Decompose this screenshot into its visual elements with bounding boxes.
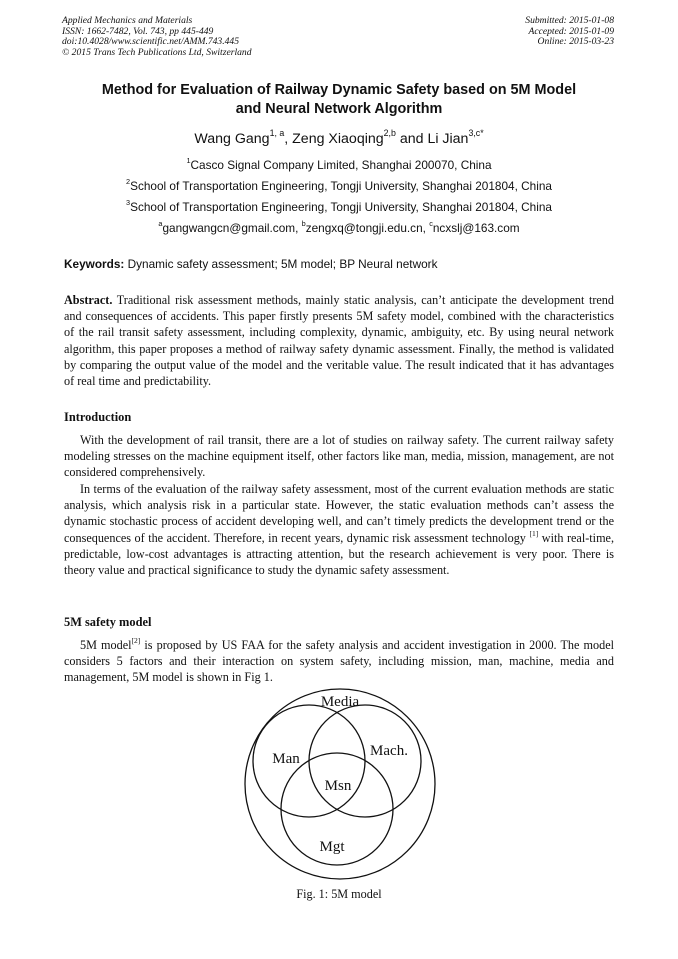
- affiliation-sup: 1: [186, 156, 191, 166]
- affiliation-sup: 2: [126, 177, 131, 187]
- journal-info: [62, 16, 252, 58]
- 5m-model-diagram: [225, 686, 455, 881]
- email-sup: c: [429, 219, 433, 229]
- abstract-text: Traditional risk assessment methods, mainly static analysis, can’t anticipate the development trend and consequences of accidents. This paper firstly presents 5M safety model, combined with the characteristics of the rail transit safety assessment, including complexity, dynamic, ambiguity, etc. By using neural network algorithm, this paper proposes a method of railway safety dynamic assessment. Finally, the method is validated by comparing the output value of the model and the veritable value. The result indicated that it has advantages of real time and predictability.: [64, 293, 614, 389]
- abstract: [64, 292, 614, 389]
- online-date: Online: 2015-03-23: [537, 36, 614, 48]
- affiliation-text: School of Transportation Engineering, Tongji University, Shanghai 201804, China: [130, 179, 552, 193]
- affiliation-text: School of Transportation Engineering, Tongji University, Shanghai 201804, China: [130, 200, 552, 214]
- intro-p2-text-b: with real-time, predictable, low-cost advantages is attracting attention, but the research achievement is very poor. There is theory value and practical significance to study the dynamic safety assessment.: [64, 530, 614, 578]
- citation-ref[interactable]: [2]: [131, 636, 141, 646]
- issn-line: ISSN: 1662-7482, Vol. 743, pp 445-449: [62, 25, 214, 37]
- man-label: Man: [272, 751, 300, 767]
- abstract-label: Abstract.: [64, 293, 113, 307]
- author-name: Li Jian: [427, 131, 469, 147]
- intro-paragraph-2: [64, 481, 614, 578]
- author-separator: and: [395, 131, 428, 147]
- machine-label: Mach.: [370, 743, 408, 759]
- doi-link[interactable]: doi:10.4028/www.scientific.net/AMM.743.445: [62, 36, 240, 48]
- affiliation-2: [0, 179, 678, 193]
- section-5m-paragraph: [64, 637, 614, 686]
- intro-p2-text-a: In terms of the evaluation of the railway safety assessment, most of the current evaluation methods are static analysis, which analysis risk in a particular state. However, the static evaluation methods can’t assess the dynamic stochastic process of accident developing well, and can’t timely predicts the development trend or the consequences of the accident. Therefore, in recent years, dynamic risk assessment technology: [64, 482, 614, 545]
- figure-caption: Fig. 1: 5M model: [296, 887, 382, 901]
- copyright-line: © 2015 Trans Tech Publications Ltd, Switzerland: [62, 46, 252, 58]
- paper-title: [40, 81, 638, 119]
- keywords-label: Keywords:: [64, 257, 125, 271]
- media-label: Media: [320, 694, 360, 710]
- keywords-text: Dynamic safety assessment; 5M model; BP Neural network: [124, 257, 438, 271]
- submission-dates: [525, 16, 614, 48]
- intro-paragraph-1: With the development of rail transit, there are a lot of studies on railway safety. The current railway safety modeling stresses on the machine equipment itself, other factors like man, media, mission, management, are not considered comprehensively.: [64, 433, 614, 480]
- citation-ref[interactable]: [1]: [529, 528, 539, 538]
- email-sup: b: [301, 219, 306, 229]
- affiliation-1: [0, 158, 678, 172]
- author-sup: 2,b: [383, 128, 396, 139]
- author-separator: ,: [284, 131, 293, 147]
- affiliation-sup: 3: [126, 198, 131, 208]
- email-link[interactable]: zengxq@tongji.edu.cn,: [305, 221, 430, 235]
- author-name: Zeng Xiaoqing: [292, 131, 384, 147]
- accepted-date: Accepted: 2015-01-09: [528, 25, 614, 37]
- email-sup: a: [158, 219, 163, 229]
- section-5m-text-a: 5M model: [80, 638, 132, 652]
- affiliation-3: [0, 200, 678, 214]
- email-link[interactable]: ncxslj@163.com: [432, 221, 520, 235]
- author-name: Wang Gang: [194, 131, 270, 147]
- keywords: [64, 257, 438, 271]
- affiliation-text: Casco Signal Company Limited, Shanghai 200070, China: [190, 158, 492, 172]
- title-line-1: Method for Evaluation of Railway Dynamic Safety based on 5M Model: [101, 82, 577, 98]
- journal-name: Applied Mechanics and Materials: [62, 15, 193, 26]
- title-line-2: and Neural Network Algorithm: [235, 101, 443, 117]
- section-5m-heading: 5M safety model: [64, 615, 152, 629]
- submitted-date: Submitted: 2015-01-08: [525, 15, 614, 26]
- section-5m-text-b: is proposed by US FAA for the safety analysis and accident investigation in 2000. The model considers 5 factors and their interaction on system safety, including mission, man, machine, media and management, 5M model is shown in Fig 1.: [64, 638, 614, 685]
- management-label: Mgt: [319, 839, 345, 855]
- email-link[interactable]: gangwangcn@gmail.com,: [162, 221, 302, 235]
- mission-label: Msn: [324, 778, 352, 794]
- author-sup: 1, a: [269, 128, 285, 139]
- introduction-heading: Introduction: [64, 410, 132, 424]
- email-list: [0, 221, 678, 235]
- author-list: [0, 128, 678, 147]
- author-sup: 3,c*: [468, 128, 484, 139]
